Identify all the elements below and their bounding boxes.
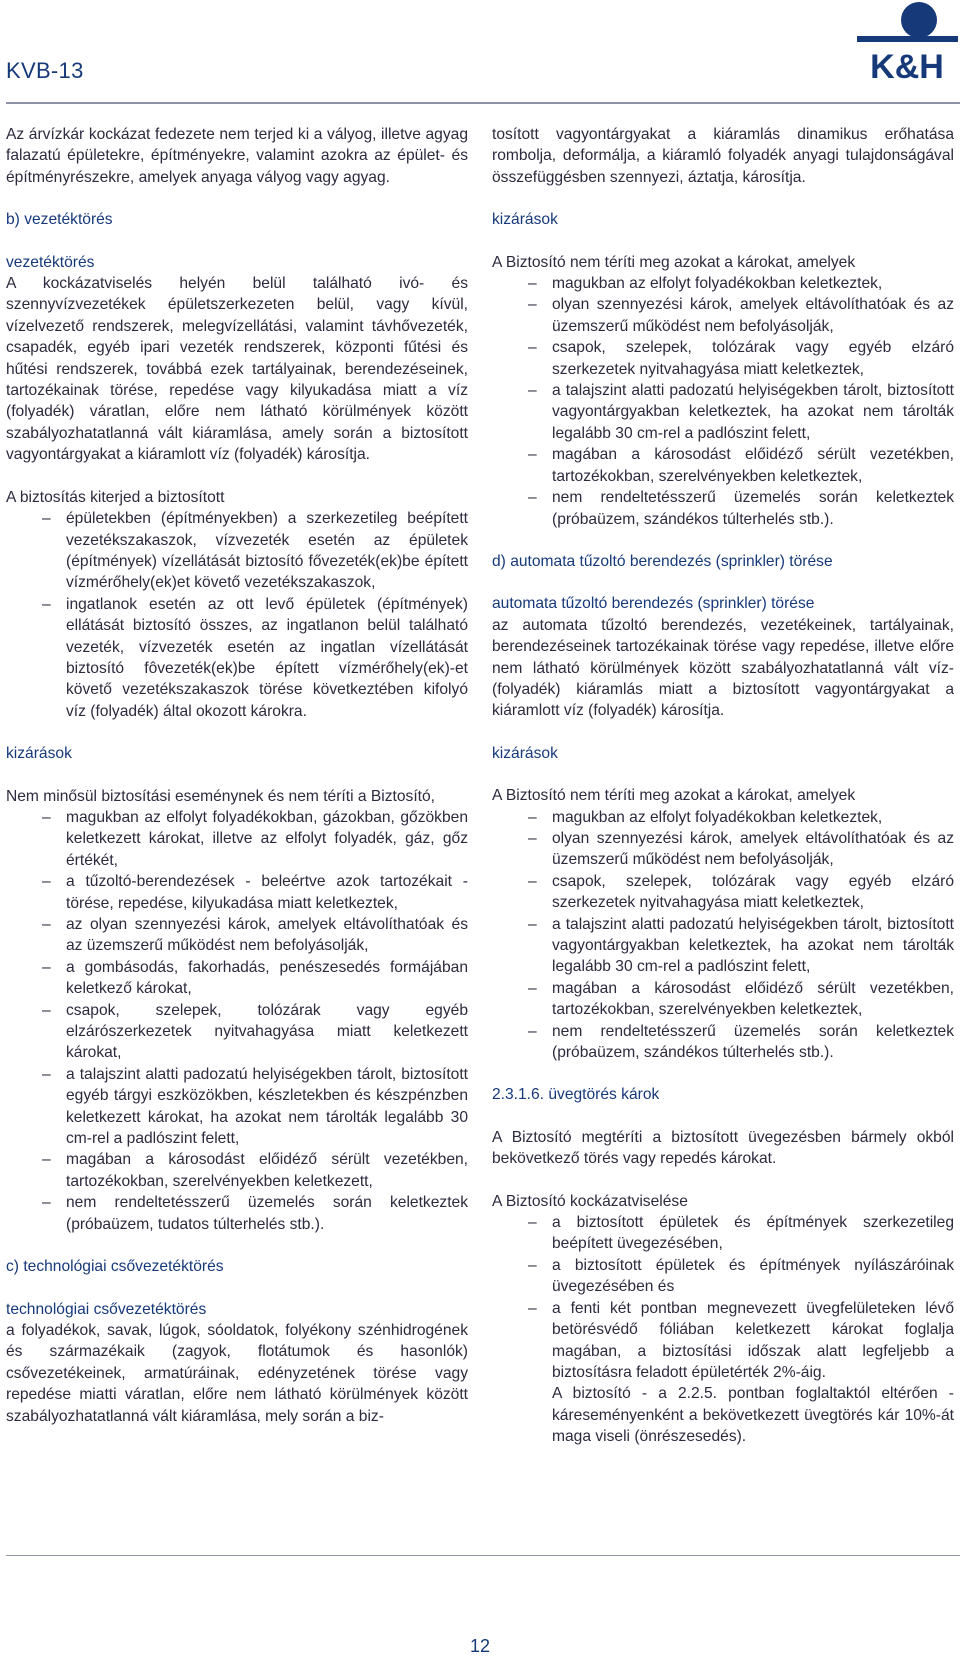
exclusions-list (492, 273, 954, 530)
exclusions-heading: kizárások (6, 745, 72, 763)
list-item: – magukban az elfolyt folyadékokban, gázokban, gőzökben keletkezett károkat, illetve az elfolyt folyadék, gáz, gőz értékét, (6, 807, 468, 871)
paragraph: Az árvízkár kockázat fedezete nem terjed ki a vályog, illetve agyag falazatú épületekre, építményekre, valamint azokra az épület- és építményrészekre, amelyek anyaga vályog vagy agyag. (6, 126, 468, 186)
header-divider (6, 102, 960, 104)
list-item: – nem rendeltetésszerű üzemelés során keletkeztek (próbaüzem, szándékos túlterhelés stb.). (492, 487, 954, 530)
list-item: – nem rendeltetésszerű üzemelés során keletkeztek (próbaüzem, szándékos túlterhelés stb.). (492, 1021, 954, 1064)
list-item: – magában a károsodást előidéző sérült vezetékben, tartozékokban, szerelvényekben keletkeztek, (492, 978, 954, 1021)
subsection-heading: technológiai csővezetéktörés (6, 1300, 207, 1318)
list-item: – magában a károsodást előidéző sérült vezetékben, tartozékokban, szerelvényekben keletkezett, (6, 1149, 468, 1192)
paragraph: Nem minősül biztosítási eseménynek és nem téríti a Biztosító, (6, 787, 436, 805)
document-code: KVB-13 (6, 58, 84, 83)
exclusions-heading: kizárások (492, 744, 558, 762)
list-item: – a talajszint alatti padozatú helyiségekben tárolt, biztosított vagyontárgyakban keletkeztek, ha azokat nem tárolták legalább 30 cm-rel a padlószint felett, (492, 914, 954, 978)
left-column (6, 124, 468, 1427)
exclusions-list (492, 807, 954, 1064)
paragraph: a folyadékok, savak, lúgok, sóoldatok, folyékony szénhidrogének és származékaik (zagyok, flotátumok és hasonlók) csővezetékeinek, armatúráinak, edényzetének törése vagy repedése miatti váratlan, előre nem látható körülmények között szabályozhatatlanná vált kiáramlása, mely során a biz- (6, 1321, 468, 1425)
section-heading-b: b) vezetéktörés (6, 211, 113, 229)
list-item: – nem rendeltetésszerű üzemelés során keletkeztek (próbaüzem, tudatos túlterhelés stb.). (6, 1192, 468, 1235)
exclusions-list (6, 807, 468, 1235)
right-column (492, 124, 954, 1448)
exclusions-heading: kizárások (492, 211, 558, 229)
coverage-list (492, 1212, 954, 1383)
kh-bank-logo (853, 0, 960, 84)
paragraph: A Biztosító megtéríti a biztosított üvegezésben bármely okból bekövetkező törés vagy repedés károkat. (492, 1128, 954, 1168)
list-item: – a tűzoltó-berendezések - beleértve azok tartozékait - törése, repedése, kilyukadása miatt keletkeztek, (6, 871, 468, 914)
list-item: – csapok, szelepek, tolózárak vagy egyéb elzárószerkezetek nyitvahagyása miatt keletkezett károkat, (6, 1000, 468, 1064)
list-item: – magában a károsodást előidéző sérült vezetékben, tartozékokban, szerelvényekben keletkeztek, (492, 444, 954, 487)
list-item: – a biztosított épületek és építmények nyílászáróinak üvegezésében és (492, 1255, 954, 1298)
list-item: – épületekben (építményekben) a szerkezetileg beépített vezetékszakaszok, vízvezeték esetén az épületek (építmények) vízellátását biztosító fővezeték(ek)be épített vízmérőhely(ek)et követő vezetékszakaszok, (6, 508, 468, 594)
list-item: – az olyan szennyezési károk, amelyek eltávolíthatóak és az üzemszerű működést nem befolyásolják, (6, 914, 468, 957)
page-number: 12 (469, 1636, 491, 1656)
paragraph: tosított vagyontárgyakat a kiáramlás dinamikus erőhatása rombolja, deformálja, a kiáramló folyadék anyagi tulajdonságával összefüggésben szennyezi, áztatja, károsítja. (492, 126, 954, 186)
list-item: – magukban az elfolyt folyadékokban keletkeztek, (492, 273, 954, 294)
section-heading-c: c) technológiai csővezetéktörés (6, 1258, 224, 1276)
subsection-heading: vezetéktörés (6, 253, 95, 271)
list-item: – a talajszint alatti padozatú helyiségekben tárolt, biztosított egyéb tárgyi eszközökben, készletekben és készpénzben keletkezett károkat, ha azokat nem tárolták legalább 30 cm-rel a padlószint felett, (6, 1064, 468, 1150)
logo-text: K&H (870, 48, 944, 84)
list-item: – csapok, szelepek, tolózárak vagy egyéb elzáró szerkezetek nyitvahagyása miatt keletkeztek, (492, 871, 954, 914)
list-item: – a talajszint alatti padozatú helyiségekben tárolt, biztosított vagyontárgyakban keletkeztek, ha azokat nem tárolták legalább 30 cm-rel a padlószint felett, (492, 380, 954, 444)
list-item: – a fenti két pontban megnevezett üvegfelületeken lévő betörésvédő fóliában keletkezett károkat foglalja magában, a biztosítási időszak alatt legfeljebb a biztosításra feladott épületérték 2%-áig. (492, 1298, 954, 1384)
page-header (0, 0, 960, 104)
list-item: – magukban az elfolyt folyadékokban keletkeztek, (492, 807, 954, 828)
subsection-heading: automata tűzoltó berendezés (sprinkler) törése (492, 595, 815, 613)
paragraph: A Biztosító kockázatviselése (492, 1192, 688, 1210)
paragraph: A biztosítás kiterjed a biztosított (6, 488, 225, 506)
paragraph: A biztosító - a 2.2.5. pontban foglaltaktól eltérően - káreseményenként a bekövetkezett üvegtörés kár 10%-át maga viseli (önrészesedés). (552, 1385, 954, 1446)
list-item: – olyan szennyezési károk, amelyek eltávolíthatóak és az üzemszerű működést nem befolyásolják, (492, 294, 954, 337)
paragraph: az automata tűzoltó berendezés, vezetékeinek, tartályainak, berendezéseinek tartozékainak törése vagy repedése, illetve előre nem látható körülmények között szabályozhatatlanná vált víz- (folyadék) kiáramlás miatt a biztosított vagyontárgyakat a kiáramlott víz (folyadék) károsítja. (492, 616, 954, 720)
footer-divider (6, 1555, 960, 1556)
list-item: – ingatlanok esetén az ott levő épületek (építmények) ellátását biztosító összes, az ingatlanon belül található vezeték, vízvezeték esetén az ingatlan vízellátását biztosító fôvezeték(ek)be épített vízmérőhely(ek)-et követő vezetékszakaszok törése következtében kifolyó víz (folyadék) által okozott károkra. (6, 594, 468, 722)
section-heading-d: d) automata tűzoltó berendezés (sprinkler) törése (492, 552, 833, 570)
section-heading-2-3-1-6: 2.3.1.6. üvegtörés károk (492, 1086, 660, 1104)
paragraph: A Biztosító nem téríti meg azokat a károkat, amelyek (492, 253, 856, 271)
list-item: – a biztosított épületek és építmények szerkezetileg beépített üvegezésében, (492, 1212, 954, 1255)
list-item: – csapok, szelepek, tolózárak vagy egyéb elzáró szerkezetek nyitvahagyása miatt keletkeztek, (492, 337, 954, 380)
coverage-list (6, 508, 468, 722)
paragraph: A Biztosító nem téríti meg azokat a károkat, amelyek (492, 787, 856, 805)
list-item: – a gombásodás, fakorhadás, penészesedés formájában keletkező károkat, (6, 957, 468, 1000)
paragraph: A kockázatviselés helyén belül található ivó- és szennyvízvezetékek épületszerkezeten belül, vagy kívül, vízelvezető rendszerek, melegvízellátási, valamint távhővezeték, csapadék, egyéb ipari vezeték rendszerek, központi fűtési és hűtési rendszerek, továbbá ezek tartályainak, berendezéseinek, tartozékainak törése, repedése vagy kilyukadása miatt a víz (folyadék) váratlan, előre nem látható körülmények között szabályozhatatlanná vált kiáramlása, amely során a biztosított vagyontárgyakat a kiáramlott víz (folyadék) károsítja. (6, 275, 468, 464)
list-item: – olyan szennyezési károk, amelyek eltávolíthatóak és az üzemszerű működést nem befolyásolják, (492, 828, 954, 871)
